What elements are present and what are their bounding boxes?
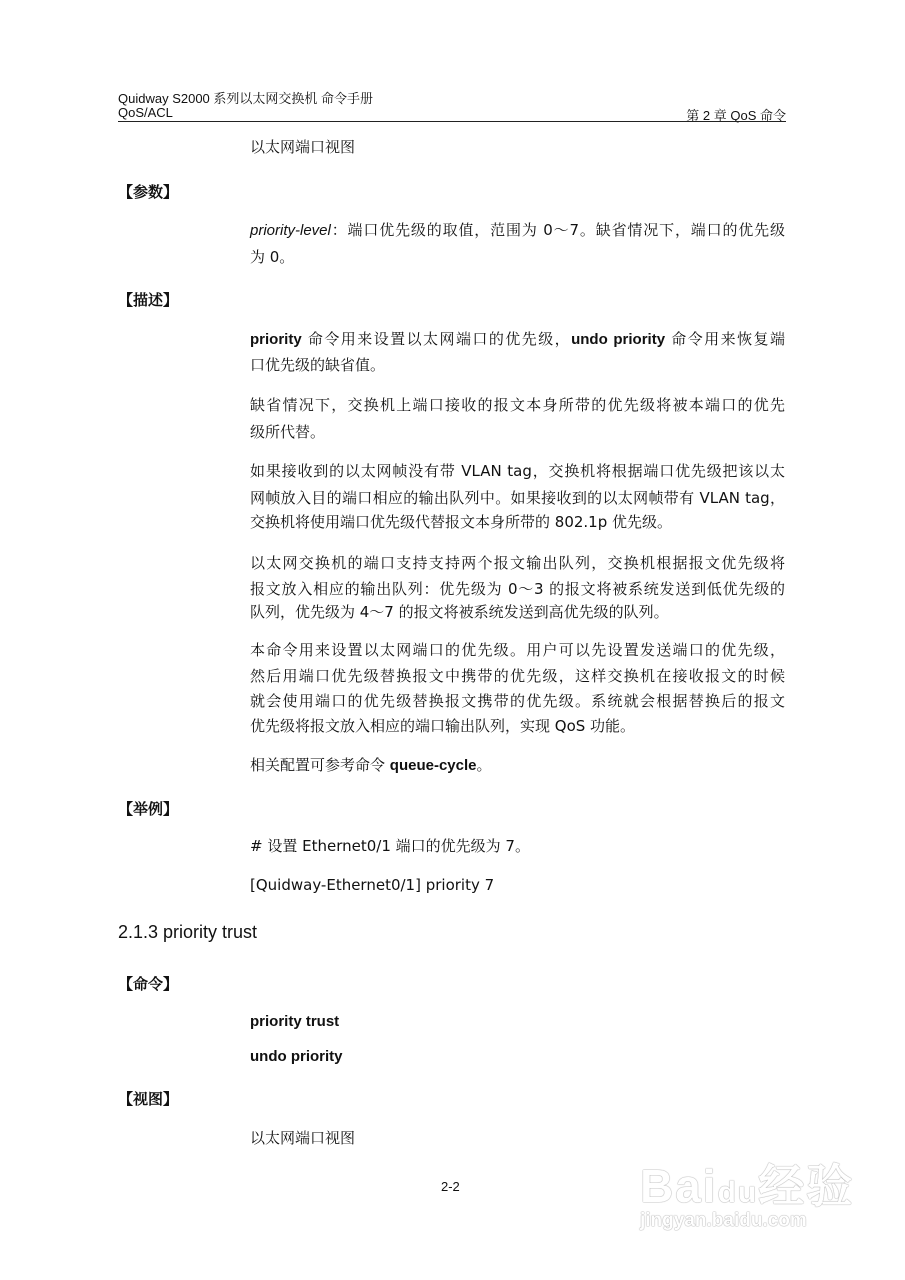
text-segment: 命令用来恢复端 <box>665 330 785 348</box>
text-line <box>250 461 785 481</box>
text-line <box>250 422 325 442</box>
text-segment: 交换机将使用端口优先级代替报文本身所带的 802.1p 优先级。 <box>250 513 673 531</box>
text-segment: 队列，优先级为 4～7 的报文将被系统发送到高优先级的队列。 <box>250 603 669 621</box>
bold-text: undo priority <box>571 331 666 348</box>
text-segment: ：端口优先级的取值，范围为 0～7。缺省情况下，端口的优先级 <box>330 221 785 239</box>
text-line <box>250 512 672 532</box>
text-line <box>250 755 492 776</box>
text-line <box>250 579 785 599</box>
text-segment: 缺省情况下，交换机上端口接收的报文本身所带的优先级将被本端口的优先 <box>250 396 785 414</box>
text-line <box>250 220 785 241</box>
text-segment: # 设置 Ethernet0/1 端口的优先级为 7。 <box>250 837 530 855</box>
text-line <box>250 247 294 267</box>
text-segment: 以太网端口视图 <box>250 1129 356 1147</box>
section-desc: 【描述】 <box>118 291 179 309</box>
bold-text: undo priority <box>250 1048 343 1065</box>
text-line <box>250 488 785 508</box>
text-line <box>250 666 785 686</box>
section-heading: 2.1.3 priority trust <box>118 922 258 942</box>
italic-text: priority-level <box>250 222 331 239</box>
header-rule <box>118 121 786 122</box>
text-line <box>250 1128 355 1148</box>
page-number: 2-2 <box>441 1179 460 1194</box>
text-segment: 。 <box>476 756 492 774</box>
bold-text: priority <box>250 331 302 348</box>
text-line <box>250 137 355 157</box>
section-command: 【命令】 <box>118 975 179 993</box>
section-params: 【参数】 <box>118 183 179 201</box>
document-title: Quidway S2000 系列以太网交换机 命令手册 <box>118 91 374 106</box>
text-line <box>250 602 669 622</box>
text-line <box>250 553 785 573</box>
text-line <box>250 691 785 711</box>
section-example: 【举例】 <box>118 800 179 818</box>
text-segment: 相关配置可参考命令 <box>250 756 390 774</box>
bold-text: priority trust <box>250 1013 340 1030</box>
text-segment: [Quidway-Ethernet0/1] priority 7 <box>250 876 495 894</box>
text-line <box>250 1011 339 1032</box>
bold-text: queue-cycle <box>389 757 477 774</box>
text-line <box>250 395 785 415</box>
text-segment: 命令用来设置以太网端口的优先级， <box>301 330 572 348</box>
text-line <box>250 640 785 660</box>
text-segment: 为 0。 <box>250 248 295 266</box>
text-segment: 以太网交换机的端口支持支持两个报文输出队列，交换机根据报文优先级将 <box>250 554 785 572</box>
text-line <box>250 836 530 856</box>
text-line <box>250 716 635 736</box>
section-name: QoS/ACL <box>118 105 173 120</box>
text-line <box>250 875 494 895</box>
text-segment: 报文放入相应的输出队列：优先级为 0～3 的报文将被系统发送到低优先级的 <box>250 580 785 598</box>
text-segment: 网帧放入目的端口相应的输出队列中。如果接收到的以太网帧带有 VLAN tag， <box>250 489 785 507</box>
text-line <box>250 355 385 375</box>
text-segment: 级所代替。 <box>250 423 326 441</box>
text-line <box>250 329 785 350</box>
baidu-watermark-logo: Baidu经验 jingyan.baidu.com <box>640 1160 855 1231</box>
section-view: 【视图】 <box>118 1090 179 1108</box>
text-segment: 本命令用来设置以太网端口的优先级。用户可以先设置发送端口的优先级， <box>250 641 785 659</box>
text-segment: 口优先级的缺省值。 <box>250 356 386 374</box>
text-segment: 然后用端口优先级替换报文中携带的优先级，这样交换机在接收报文的时候 <box>250 667 785 685</box>
chapter-title: 第 2 章 QoS 命令 <box>686 108 786 123</box>
text-segment: 如果接收到的以太网帧没有带 VLAN tag，交换机将根据端口优先级把该以太 <box>250 462 785 480</box>
text-segment: 就会使用端口的优先级替换报文携带的优先级。系统就会根据替换后的报文 <box>250 692 785 710</box>
text-segment: 以太网端口视图 <box>250 138 356 156</box>
text-line <box>250 1046 343 1067</box>
text-segment: 优先级将报文放入相应的端口输出队列，实现 QoS 功能。 <box>250 717 636 735</box>
